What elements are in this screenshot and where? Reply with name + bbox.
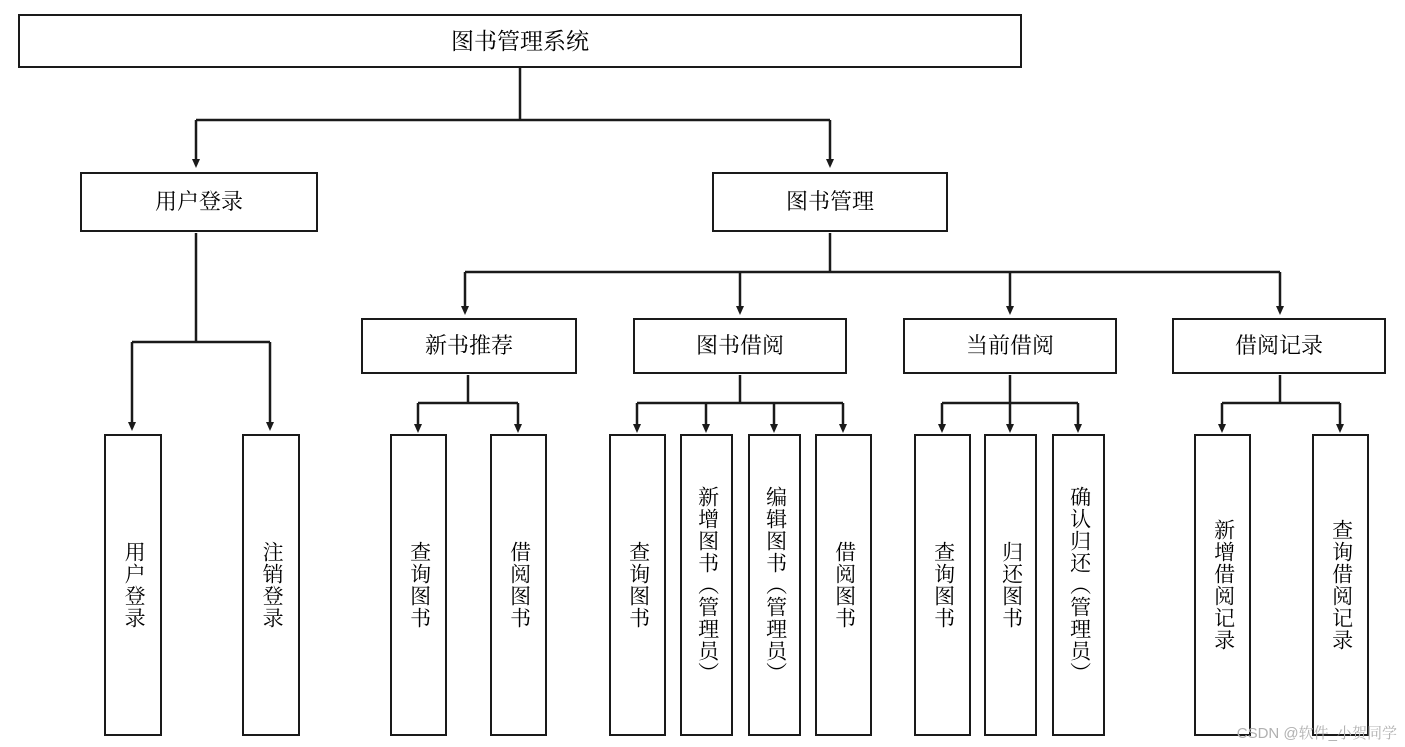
node-label: 新增借阅记录 [1211,519,1235,651]
leaf-borrow-query-book[interactable] [609,434,666,736]
watermark: CSDN @软件_小贺同学 [1236,725,1397,742]
node-label: 查询图书 [931,541,955,629]
node-user-login[interactable] [80,172,318,232]
leaf-current-return-book[interactable] [984,434,1037,736]
node-label: 图书管理系统 [451,27,589,54]
leaf-recommend-query-book[interactable] [390,434,447,736]
leaf-record-add-record[interactable] [1194,434,1251,736]
node-label: 借阅图书 [507,541,531,629]
leaf-current-confirm-return[interactable] [1052,434,1105,736]
node-borrow-record[interactable] [1172,318,1386,374]
node-label: 图书管理 [785,189,874,215]
leaf-current-query-book[interactable] [914,434,971,736]
node-current-borrow[interactable] [903,318,1117,374]
leaf-borrow-add-book[interactable] [680,434,733,736]
node-label: 查询借阅记录 [1329,519,1353,651]
leaf-borrow-borrow-book[interactable] [815,434,872,736]
node-label: 用户登录 [122,541,146,629]
node-book-management[interactable] [712,172,948,232]
node-label: 用户登录 [154,189,243,215]
node-book-borrow[interactable] [633,318,847,374]
node-label: 编辑图书（管理员） [763,486,787,684]
node-label: 归还图书 [999,541,1023,629]
node-new-book-recommend[interactable] [361,318,577,374]
node-label: 借阅记录 [1234,333,1323,359]
leaf-borrow-edit-book[interactable] [748,434,801,736]
node-label: 借阅图书 [832,541,856,629]
node-label: 当前借阅 [965,333,1054,359]
leaf-user-login[interactable] [104,434,162,736]
leaf-logout[interactable] [242,434,300,736]
node-label: 新增图书（管理员） [695,486,719,684]
node-label: 图书借阅 [695,333,784,359]
node-root[interactable] [18,14,1022,68]
node-label: 查询图书 [626,541,650,629]
node-label: 新书推荐 [424,333,513,359]
node-label: 确认归还（管理员） [1067,486,1091,684]
node-label: 注销登录 [260,541,284,629]
leaf-record-query-record[interactable] [1312,434,1369,736]
leaf-recommend-borrow-book[interactable] [490,434,547,736]
node-label: 查询图书 [407,541,431,629]
